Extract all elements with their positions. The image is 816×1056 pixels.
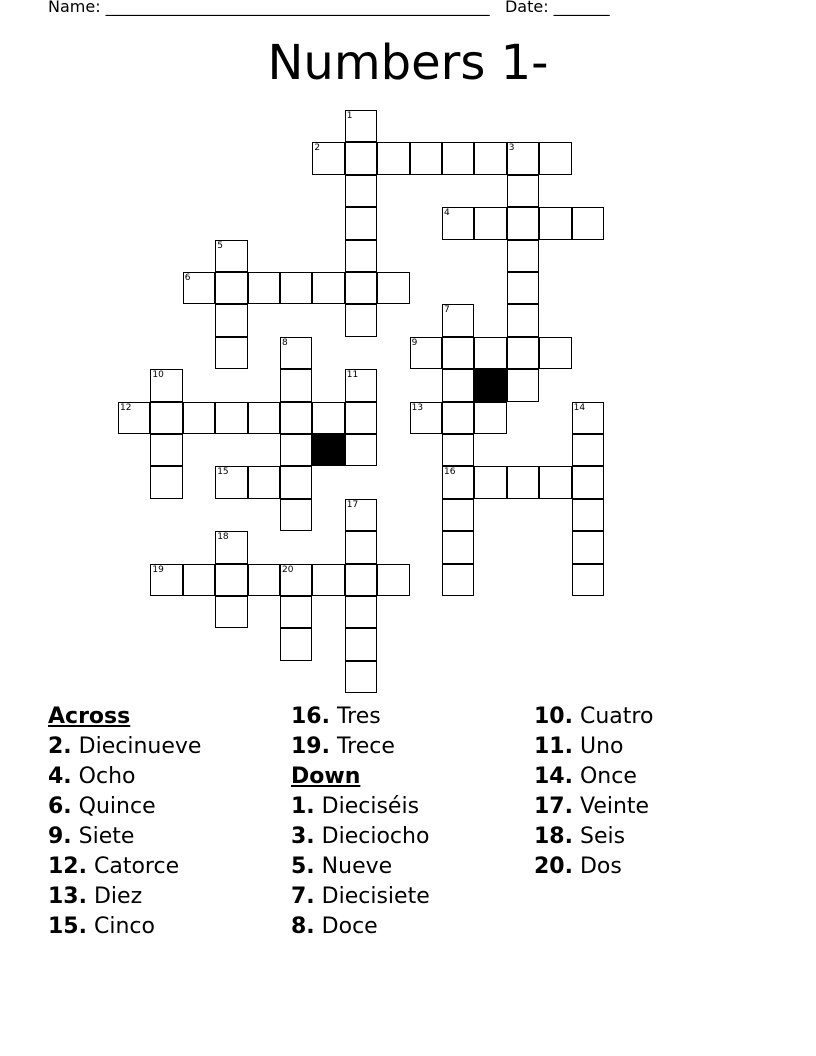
clue-item (48, 912, 288, 942)
grid-cell[interactable] (118, 402, 150, 434)
grid-cell[interactable] (150, 434, 182, 466)
grid-cell[interactable] (345, 661, 377, 693)
grid-cell[interactable] (280, 499, 312, 531)
clue-item (534, 792, 774, 822)
across-heading: Across (48, 704, 131, 729)
grid-cell[interactable] (183, 272, 215, 304)
clue-number-label: 16. (291, 704, 330, 729)
clue-number: 11 (346, 370, 359, 381)
grid-cell[interactable] (507, 175, 539, 207)
clue-number: 8 (282, 337, 288, 348)
clue-text: Once (572, 764, 637, 789)
clue-number-label: 3. (291, 824, 315, 849)
clue-item (48, 732, 288, 762)
grid-cell[interactable] (442, 402, 474, 434)
grid-cell[interactable] (572, 434, 604, 466)
grid-cell[interactable] (345, 596, 377, 628)
grid-cell[interactable] (539, 337, 571, 369)
grid-cell[interactable] (280, 272, 312, 304)
clue-number: 17 (346, 499, 359, 510)
clue-text: Catorce (86, 854, 180, 879)
clue-number: 15 (217, 467, 229, 478)
clue-text: Trece (329, 734, 395, 759)
grid-cell[interactable] (442, 142, 474, 174)
clue-item (534, 852, 774, 882)
clue-number-label: 4. (48, 764, 72, 789)
clues-column-2 (291, 702, 531, 942)
grid-cell[interactable] (410, 402, 442, 434)
clue-text: Veinte (572, 794, 650, 819)
clue-number: 7 (444, 305, 450, 316)
page-title: Numbers 1- (267, 35, 549, 91)
clues-column-1 (48, 702, 288, 942)
grid-cell[interactable] (345, 207, 377, 239)
grid-cell[interactable] (377, 272, 409, 304)
grid-cell[interactable] (215, 466, 247, 498)
clue-text: Ocho (71, 764, 136, 789)
clue-number-label: 11. (534, 734, 573, 759)
clue-number-label: 7. (291, 884, 315, 909)
grid-cell[interactable] (150, 369, 182, 401)
clue-number: 9 (411, 337, 418, 348)
grid-cell[interactable] (345, 110, 377, 142)
grid-cell[interactable] (345, 531, 377, 563)
clue-number-label: 15. (48, 914, 87, 939)
grid-cell[interactable] (345, 369, 377, 401)
grid-cell[interactable] (248, 564, 280, 596)
grid-cell[interactable] (312, 402, 344, 434)
clue-number-label: 18. (534, 824, 573, 849)
grid-cell[interactable] (410, 142, 442, 174)
grid-cell[interactable] (150, 402, 182, 434)
grid-cell[interactable] (442, 434, 474, 466)
clue-number-label: 2. (48, 734, 72, 759)
grid-cell[interactable] (410, 337, 442, 369)
clue-number-label: 14. (534, 764, 573, 789)
grid-cell[interactable] (442, 564, 474, 596)
grid-cell[interactable] (345, 564, 377, 596)
clue-number-label: 12. (48, 854, 87, 879)
grid-cell[interactable] (215, 402, 247, 434)
grid-cell[interactable] (280, 628, 312, 660)
clue-number: 5 (217, 240, 223, 251)
grid-cell[interactable] (442, 466, 474, 498)
grid-cell[interactable] (248, 272, 280, 304)
grid-cell[interactable] (572, 207, 604, 239)
clue-number: 6 (184, 273, 191, 283)
grid-cell[interactable] (474, 402, 506, 434)
clue-text: Siete (71, 824, 135, 849)
grid-cell[interactable] (507, 272, 539, 304)
grid-cell[interactable] (215, 531, 247, 563)
grid-cell[interactable] (312, 272, 344, 304)
clue-number-label: 1. (291, 794, 315, 819)
grid-cell[interactable] (507, 369, 539, 401)
grid-cell[interactable] (183, 564, 215, 596)
clue-text: Uno (572, 734, 624, 759)
grid-cell[interactable] (572, 499, 604, 531)
clue-number: 1 (346, 111, 353, 121)
clue-number: 18 (217, 532, 229, 543)
clue-number-label: 6. (48, 794, 72, 819)
clue-number: 20 (282, 564, 294, 575)
grid-cell[interactable] (280, 402, 312, 434)
clue-number: 14 (573, 402, 586, 413)
grid-cell[interactable] (183, 402, 215, 434)
grid-cell[interactable] (442, 207, 474, 239)
clue-item (48, 852, 288, 882)
clue-text: Cinco (86, 914, 155, 939)
clue-number-label: 10. (534, 704, 573, 729)
clue-item (291, 882, 531, 912)
grid-cell[interactable] (442, 369, 474, 401)
grid-cell[interactable] (215, 240, 247, 272)
grid-cell[interactable] (572, 466, 604, 498)
grid-cell[interactable] (442, 531, 474, 563)
grid-cell[interactable] (248, 466, 280, 498)
grid-cell[interactable] (572, 531, 604, 563)
clues-column-3 (534, 702, 774, 882)
clue-item (534, 732, 774, 762)
grid-cell[interactable] (572, 564, 604, 596)
grid-cell[interactable] (345, 240, 377, 272)
grid-cell[interactable] (474, 142, 506, 174)
grid-cell[interactable] (539, 466, 571, 498)
clue-number: 16 (444, 467, 456, 478)
clue-item (534, 822, 774, 852)
clue-item (291, 912, 531, 942)
clue-number: 2 (314, 143, 321, 154)
clue-text: Dieciocho (314, 824, 430, 849)
clue-text: Diecinueve (71, 734, 202, 759)
grid-cell[interactable] (507, 304, 539, 336)
grid-cell[interactable] (377, 142, 409, 174)
clue-item (48, 882, 288, 912)
down-heading: Down (291, 764, 361, 789)
grid-cell[interactable] (345, 175, 377, 207)
clue-number: 13 (411, 402, 424, 413)
black-cell (474, 369, 506, 401)
grid-cell[interactable] (345, 304, 377, 336)
clue-number-label: 17. (534, 794, 573, 819)
grid-cell[interactable] (539, 207, 571, 239)
grid-cell[interactable] (377, 564, 409, 596)
grid-cell[interactable] (507, 207, 539, 239)
clue-item (291, 822, 531, 852)
clue-text: Dos (572, 854, 622, 879)
grid-cell[interactable] (345, 402, 377, 434)
grid-cell[interactable] (215, 304, 247, 336)
grid-cell[interactable] (312, 564, 344, 596)
grid-cell[interactable] (280, 596, 312, 628)
clue-number-label: 19. (291, 734, 330, 759)
grid-cell[interactable] (345, 142, 377, 174)
grid-cell[interactable] (280, 337, 312, 369)
grid-cell[interactable] (312, 142, 344, 174)
grid-cell[interactable] (150, 466, 182, 498)
grid-cell[interactable] (215, 337, 247, 369)
clue-item (534, 702, 774, 732)
clue-text: Quince (71, 794, 156, 819)
clue-text: Cuatro (572, 704, 654, 729)
clue-text: Tres (329, 704, 381, 729)
clue-text: Seis (572, 824, 626, 849)
grid-cell[interactable] (442, 337, 474, 369)
date-field[interactable]: Date: _______ (504, 0, 610, 16)
grid-cell[interactable] (507, 240, 539, 272)
grid-cell[interactable] (442, 499, 474, 531)
clue-item (291, 732, 531, 762)
grid-cell[interactable] (507, 142, 539, 174)
clue-text: Dieciséis (314, 794, 420, 819)
grid-cell[interactable] (280, 466, 312, 498)
grid-cell[interactable] (280, 369, 312, 401)
grid-cell[interactable] (507, 466, 539, 498)
clue-item (48, 822, 288, 852)
grid-cell[interactable] (474, 207, 506, 239)
clue-item (534, 762, 774, 792)
clue-number-label: 20. (534, 854, 573, 879)
clue-number-label: 8. (291, 914, 315, 939)
grid-cell[interactable] (474, 466, 506, 498)
name-field[interactable]: Name: ________________________________________________ (48, 0, 490, 16)
clue-item (291, 852, 531, 882)
grid-cell[interactable] (248, 402, 280, 434)
clue-number: 10 (152, 370, 164, 381)
grid-cell[interactable] (280, 564, 312, 596)
clue-number-label: 9. (48, 824, 72, 849)
clue-text: Diez (86, 884, 143, 909)
grid-cell[interactable] (345, 628, 377, 660)
grid-cell[interactable] (150, 564, 182, 596)
clue-item (48, 792, 288, 822)
grid-cell[interactable] (215, 272, 247, 304)
grid-cell[interactable] (345, 272, 377, 304)
clue-number: 12 (120, 402, 132, 413)
grid-cell[interactable] (539, 142, 571, 174)
clue-number-label: 13. (48, 884, 87, 909)
grid-cell[interactable] (280, 434, 312, 466)
grid-cell[interactable] (507, 337, 539, 369)
grid-cell[interactable] (215, 564, 247, 596)
clue-number: 4 (444, 208, 450, 219)
black-cell (312, 434, 344, 466)
clue-text: Doce (314, 914, 378, 939)
grid-cell[interactable] (474, 337, 506, 369)
grid-cell[interactable] (345, 499, 377, 531)
clue-item (291, 702, 531, 732)
clue-number: 3 (508, 143, 515, 154)
grid-cell[interactable] (572, 402, 604, 434)
clue-item (48, 762, 288, 792)
clue-text: Diecisiete (314, 884, 430, 909)
clue-item (291, 792, 531, 822)
grid-cell[interactable] (345, 434, 377, 466)
grid-cell[interactable] (442, 304, 474, 336)
clue-number: 19 (152, 564, 164, 575)
clue-text: Nueve (314, 854, 393, 879)
grid-cell[interactable] (215, 596, 247, 628)
clue-number-label: 5. (291, 854, 315, 879)
